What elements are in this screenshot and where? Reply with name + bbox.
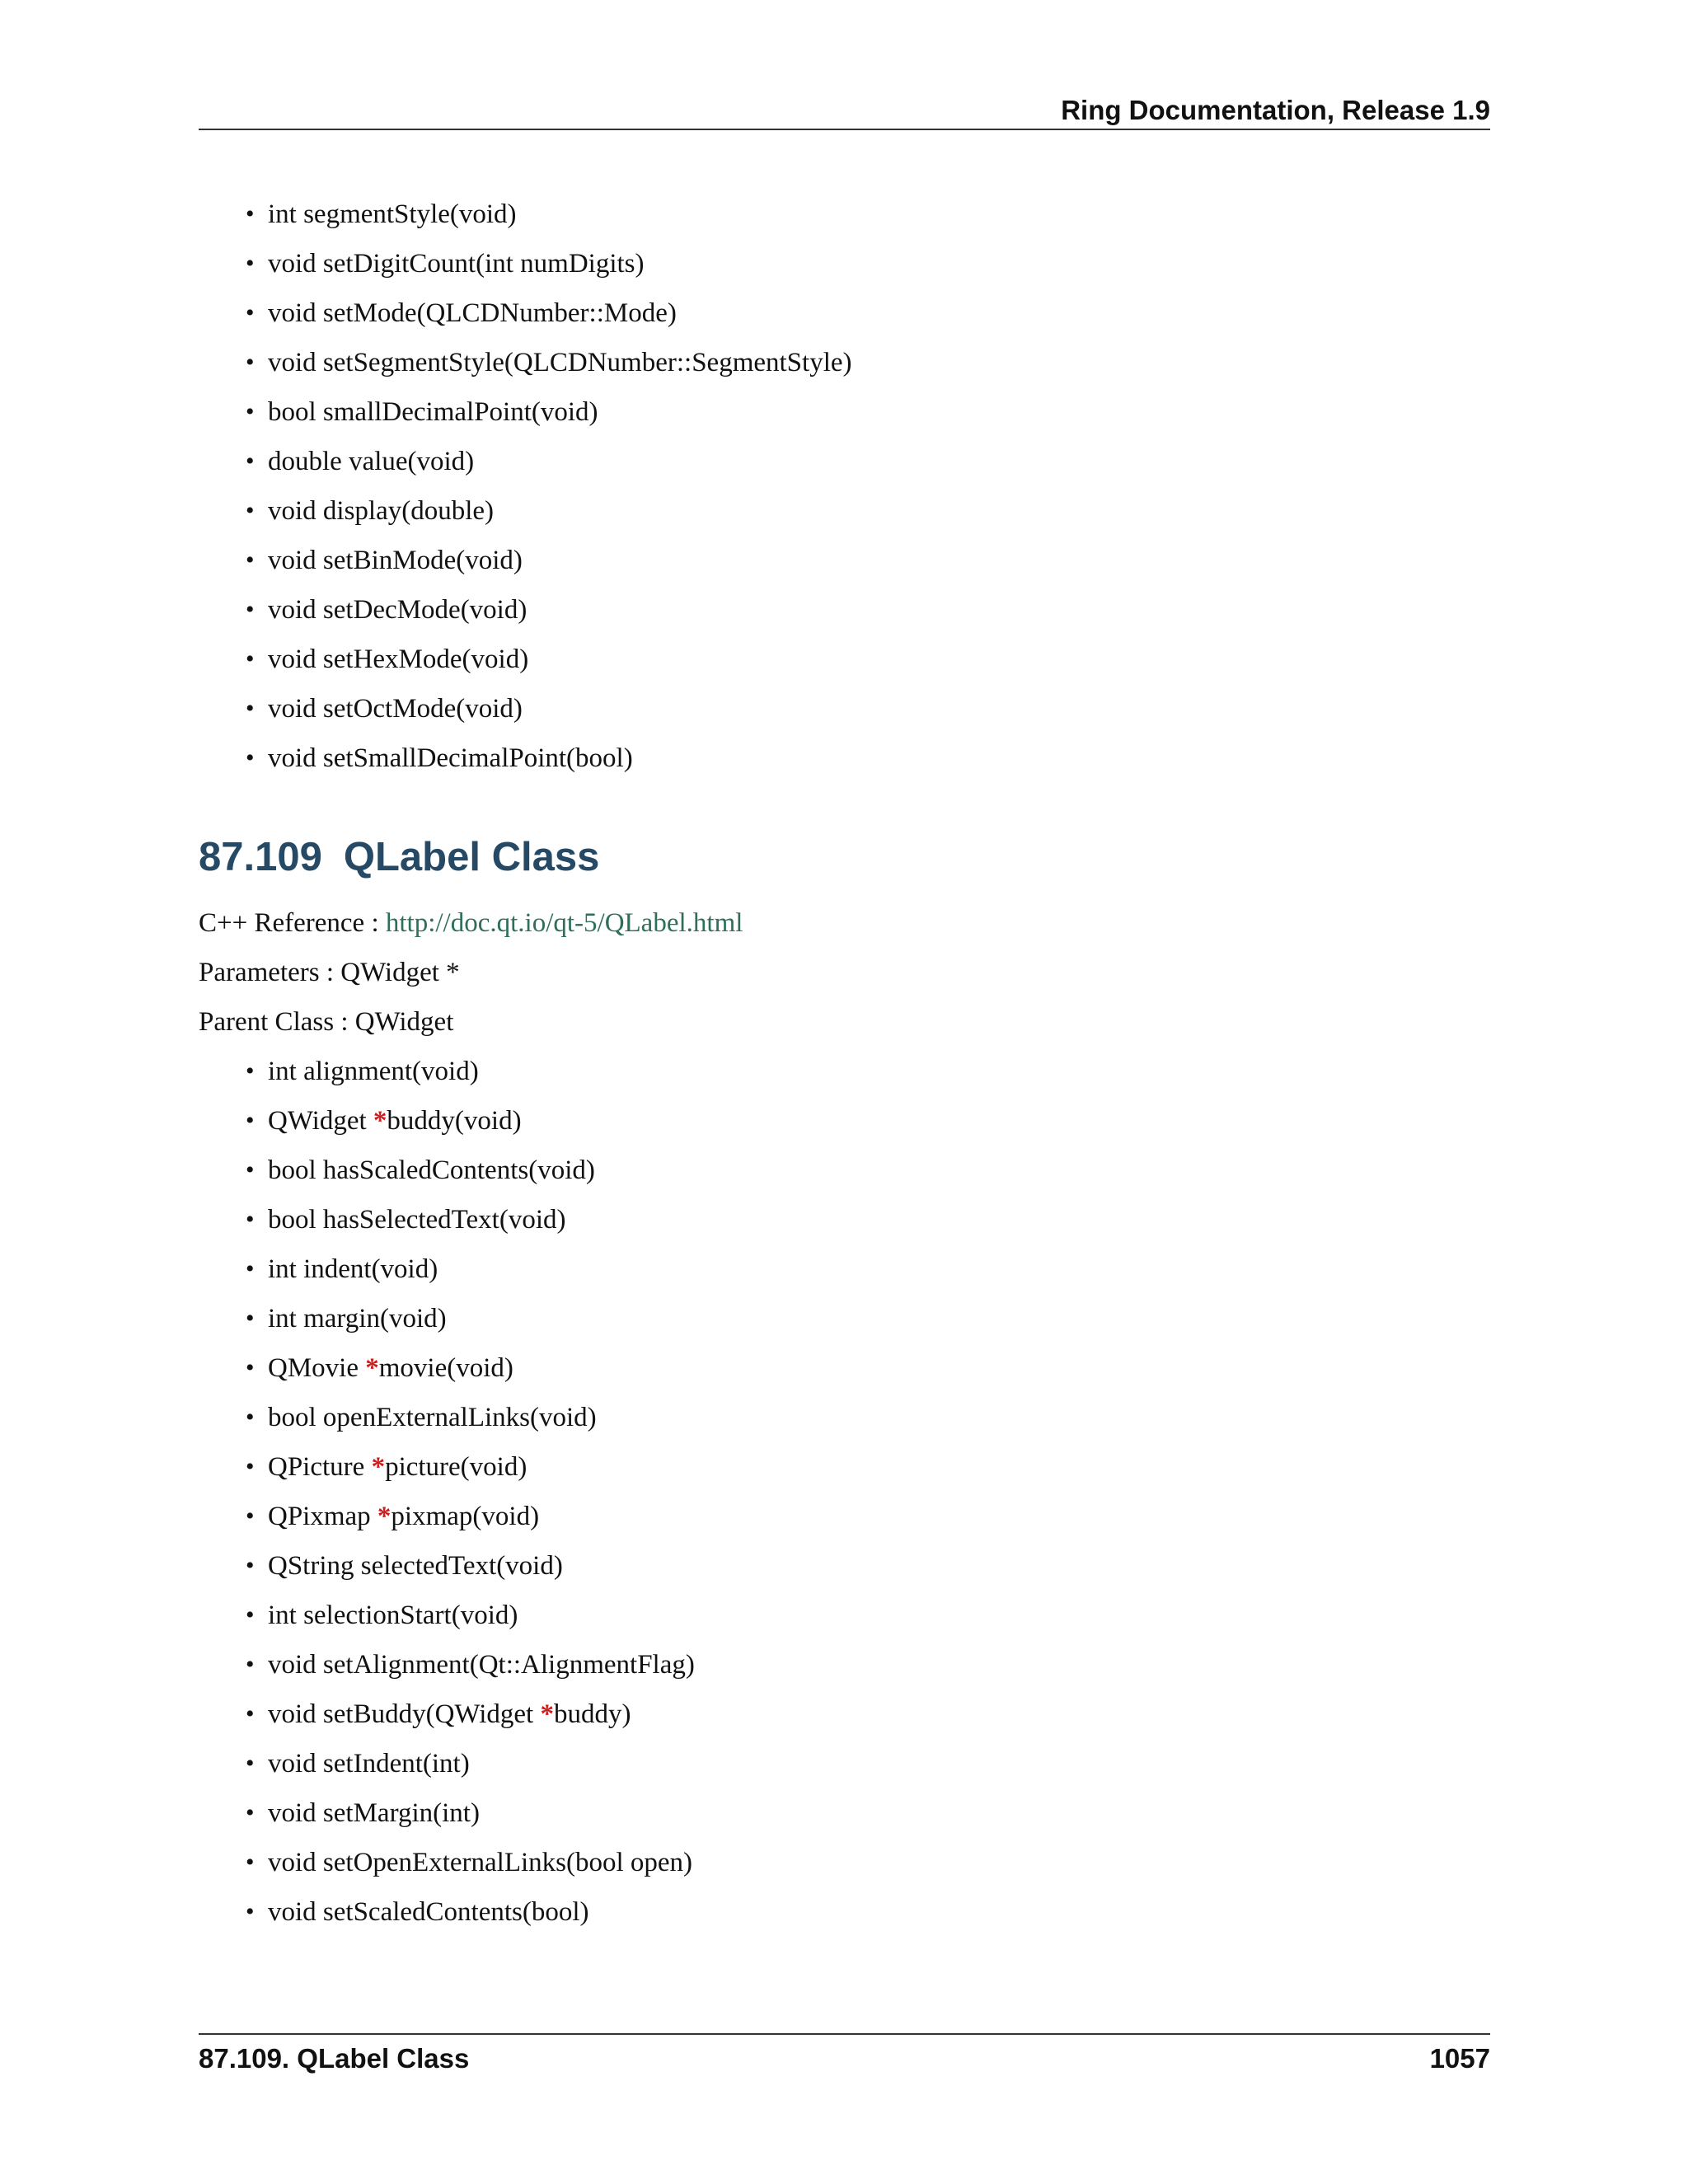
section-title: QLabel Class <box>343 835 600 879</box>
method-list-item <box>246 635 1490 684</box>
bullet-icon: • <box>246 497 255 524</box>
bullet-icon: • <box>246 1404 255 1431</box>
method-signature: QWidget <box>268 1106 373 1136</box>
pointer-asterisk: * <box>377 1502 392 1531</box>
method-list-item <box>246 486 1490 536</box>
method-list-item <box>246 1541 1490 1591</box>
method-list-item <box>246 338 1490 387</box>
bullet-icon: • <box>246 1502 255 1530</box>
parent-class-line: Parent Class : QWidget <box>199 1007 454 1037</box>
method-list-item <box>246 733 1490 783</box>
method-signature-rest: picture(void) <box>385 1452 528 1482</box>
method-signature: void setScaledContents(bool) <box>268 1897 589 1927</box>
bullet-icon: • <box>246 1700 255 1727</box>
method-list-item <box>246 1739 1490 1788</box>
cpp-reference-line <box>199 898 1490 948</box>
method-signature: QMovie <box>268 1353 366 1383</box>
method-list-item <box>246 1838 1490 1887</box>
method-list-item <box>246 1146 1490 1195</box>
method-signature: void display(double) <box>268 496 495 526</box>
bullet-icon: • <box>246 398 255 425</box>
method-list-item <box>246 190 1490 239</box>
page-content <box>199 190 1490 1937</box>
bullet-icon: • <box>246 1206 255 1233</box>
method-signature: void setAlignment(Qt::AlignmentFlag) <box>268 1650 695 1680</box>
pointer-asterisk: * <box>540 1699 554 1729</box>
method-list-item <box>246 239 1490 288</box>
bullet-icon: • <box>246 200 255 227</box>
method-signature: void setDigitCount(int numDigits) <box>268 249 645 279</box>
method-list-item <box>246 1343 1490 1393</box>
method-signature: void setSmallDecimalPoint(bool) <box>268 743 633 773</box>
method-list-previous-class <box>199 190 1490 783</box>
section-heading <box>199 816 1490 898</box>
method-signature-rest: buddy(void) <box>387 1106 522 1136</box>
bullet-icon: • <box>246 645 255 673</box>
method-signature: void setHexMode(void) <box>268 644 529 674</box>
method-signature: void setSegmentStyle(QLCDNumber::SegmentStyle) <box>268 348 852 377</box>
method-signature-rest: buddy) <box>553 1699 631 1729</box>
method-list-item <box>246 1393 1490 1442</box>
method-list-item <box>246 1690 1490 1739</box>
bullet-icon: • <box>246 1354 255 1381</box>
page-number: 1057 <box>1429 2043 1490 2074</box>
bullet-icon: • <box>246 1057 255 1085</box>
bullet-icon: • <box>246 1601 255 1629</box>
method-signature: void setMargin(int) <box>268 1798 480 1828</box>
pointer-asterisk: * <box>371 1452 386 1482</box>
method-signature: void setIndent(int) <box>268 1749 470 1779</box>
method-list-qlabel <box>199 1047 1490 1937</box>
bullet-icon: • <box>246 1453 255 1480</box>
bullet-icon: • <box>246 250 255 277</box>
bullet-icon: • <box>246 1552 255 1579</box>
bullet-icon: • <box>246 1849 255 1876</box>
bullet-icon: • <box>246 448 255 475</box>
method-signature: void setOpenExternalLinks(bool open) <box>268 1848 693 1877</box>
method-list-item <box>246 585 1490 635</box>
method-list-item <box>246 387 1490 437</box>
page-header <box>199 92 1490 130</box>
method-signature: int indent(void) <box>268 1254 438 1284</box>
method-signature: int alignment(void) <box>268 1057 479 1086</box>
method-list-item <box>246 1195 1490 1244</box>
method-list-item <box>246 1640 1490 1690</box>
pointer-asterisk: * <box>373 1106 387 1136</box>
method-list-item <box>246 1294 1490 1343</box>
parameters-line: Parameters : QWidget * <box>199 958 460 987</box>
bullet-icon: • <box>246 1107 255 1134</box>
method-signature: double value(void) <box>268 447 475 476</box>
method-list-item <box>246 1047 1490 1096</box>
method-signature: void setDecMode(void) <box>268 595 528 625</box>
cpp-reference-label: C++ Reference : <box>199 908 386 938</box>
bullet-icon: • <box>246 744 255 771</box>
method-signature: int segmentStyle(void) <box>268 199 517 229</box>
method-signature: void setOctMode(void) <box>268 694 523 724</box>
method-list-item <box>246 1492 1490 1541</box>
bullet-icon: • <box>246 1750 255 1777</box>
method-list-item <box>246 1096 1490 1146</box>
method-signature: bool hasScaledContents(void) <box>268 1155 595 1185</box>
method-signature-rest: pixmap(void) <box>391 1502 540 1531</box>
pointer-asterisk: * <box>365 1353 379 1383</box>
method-list-item <box>246 1887 1490 1937</box>
bullet-icon: • <box>246 1799 255 1826</box>
bullet-icon: • <box>246 546 255 574</box>
method-list-item <box>246 1442 1490 1492</box>
method-list-item <box>246 288 1490 338</box>
method-list-item <box>246 536 1490 585</box>
document-title: Ring Documentation, Release 1.9 <box>1061 95 1490 125</box>
method-signature: int selectionStart(void) <box>268 1601 518 1630</box>
method-list-item <box>246 1788 1490 1838</box>
bullet-icon: • <box>246 349 255 376</box>
method-signature: int margin(void) <box>268 1304 447 1333</box>
footer-section-reference: 87.109. QLabel Class <box>199 2043 470 2074</box>
method-signature: void setBuddy(QWidget <box>268 1699 541 1729</box>
method-signature: QPixmap <box>268 1502 377 1531</box>
cpp-reference-link[interactable]: http://doc.qt.io/qt-5/QLabel.html <box>385 908 743 938</box>
bullet-icon: • <box>246 695 255 722</box>
method-signature: bool openExternalLinks(void) <box>268 1403 597 1432</box>
bullet-icon: • <box>246 1305 255 1332</box>
section-number: 87.109 <box>199 835 322 879</box>
method-signature: void setBinMode(void) <box>268 546 523 575</box>
bullet-icon: • <box>246 1156 255 1183</box>
method-list-item <box>246 437 1490 486</box>
method-signature: void setMode(QLCDNumber::Mode) <box>268 298 677 328</box>
method-list-item <box>246 1244 1490 1294</box>
method-signature: bool hasSelectedText(void) <box>268 1205 566 1235</box>
page-footer <box>199 2033 1490 2079</box>
method-list-item <box>246 684 1490 733</box>
method-signature: QString selectedText(void) <box>268 1551 563 1581</box>
method-list-item <box>246 1591 1490 1640</box>
bullet-icon: • <box>246 299 255 326</box>
method-signature-rest: movie(void) <box>378 1353 513 1383</box>
bullet-icon: • <box>246 1651 255 1678</box>
bullet-icon: • <box>246 1255 255 1282</box>
bullet-icon: • <box>246 596 255 623</box>
method-signature: bool smallDecimalPoint(void) <box>268 397 598 427</box>
method-signature: QPicture <box>268 1452 372 1482</box>
bullet-icon: • <box>246 1898 255 1925</box>
